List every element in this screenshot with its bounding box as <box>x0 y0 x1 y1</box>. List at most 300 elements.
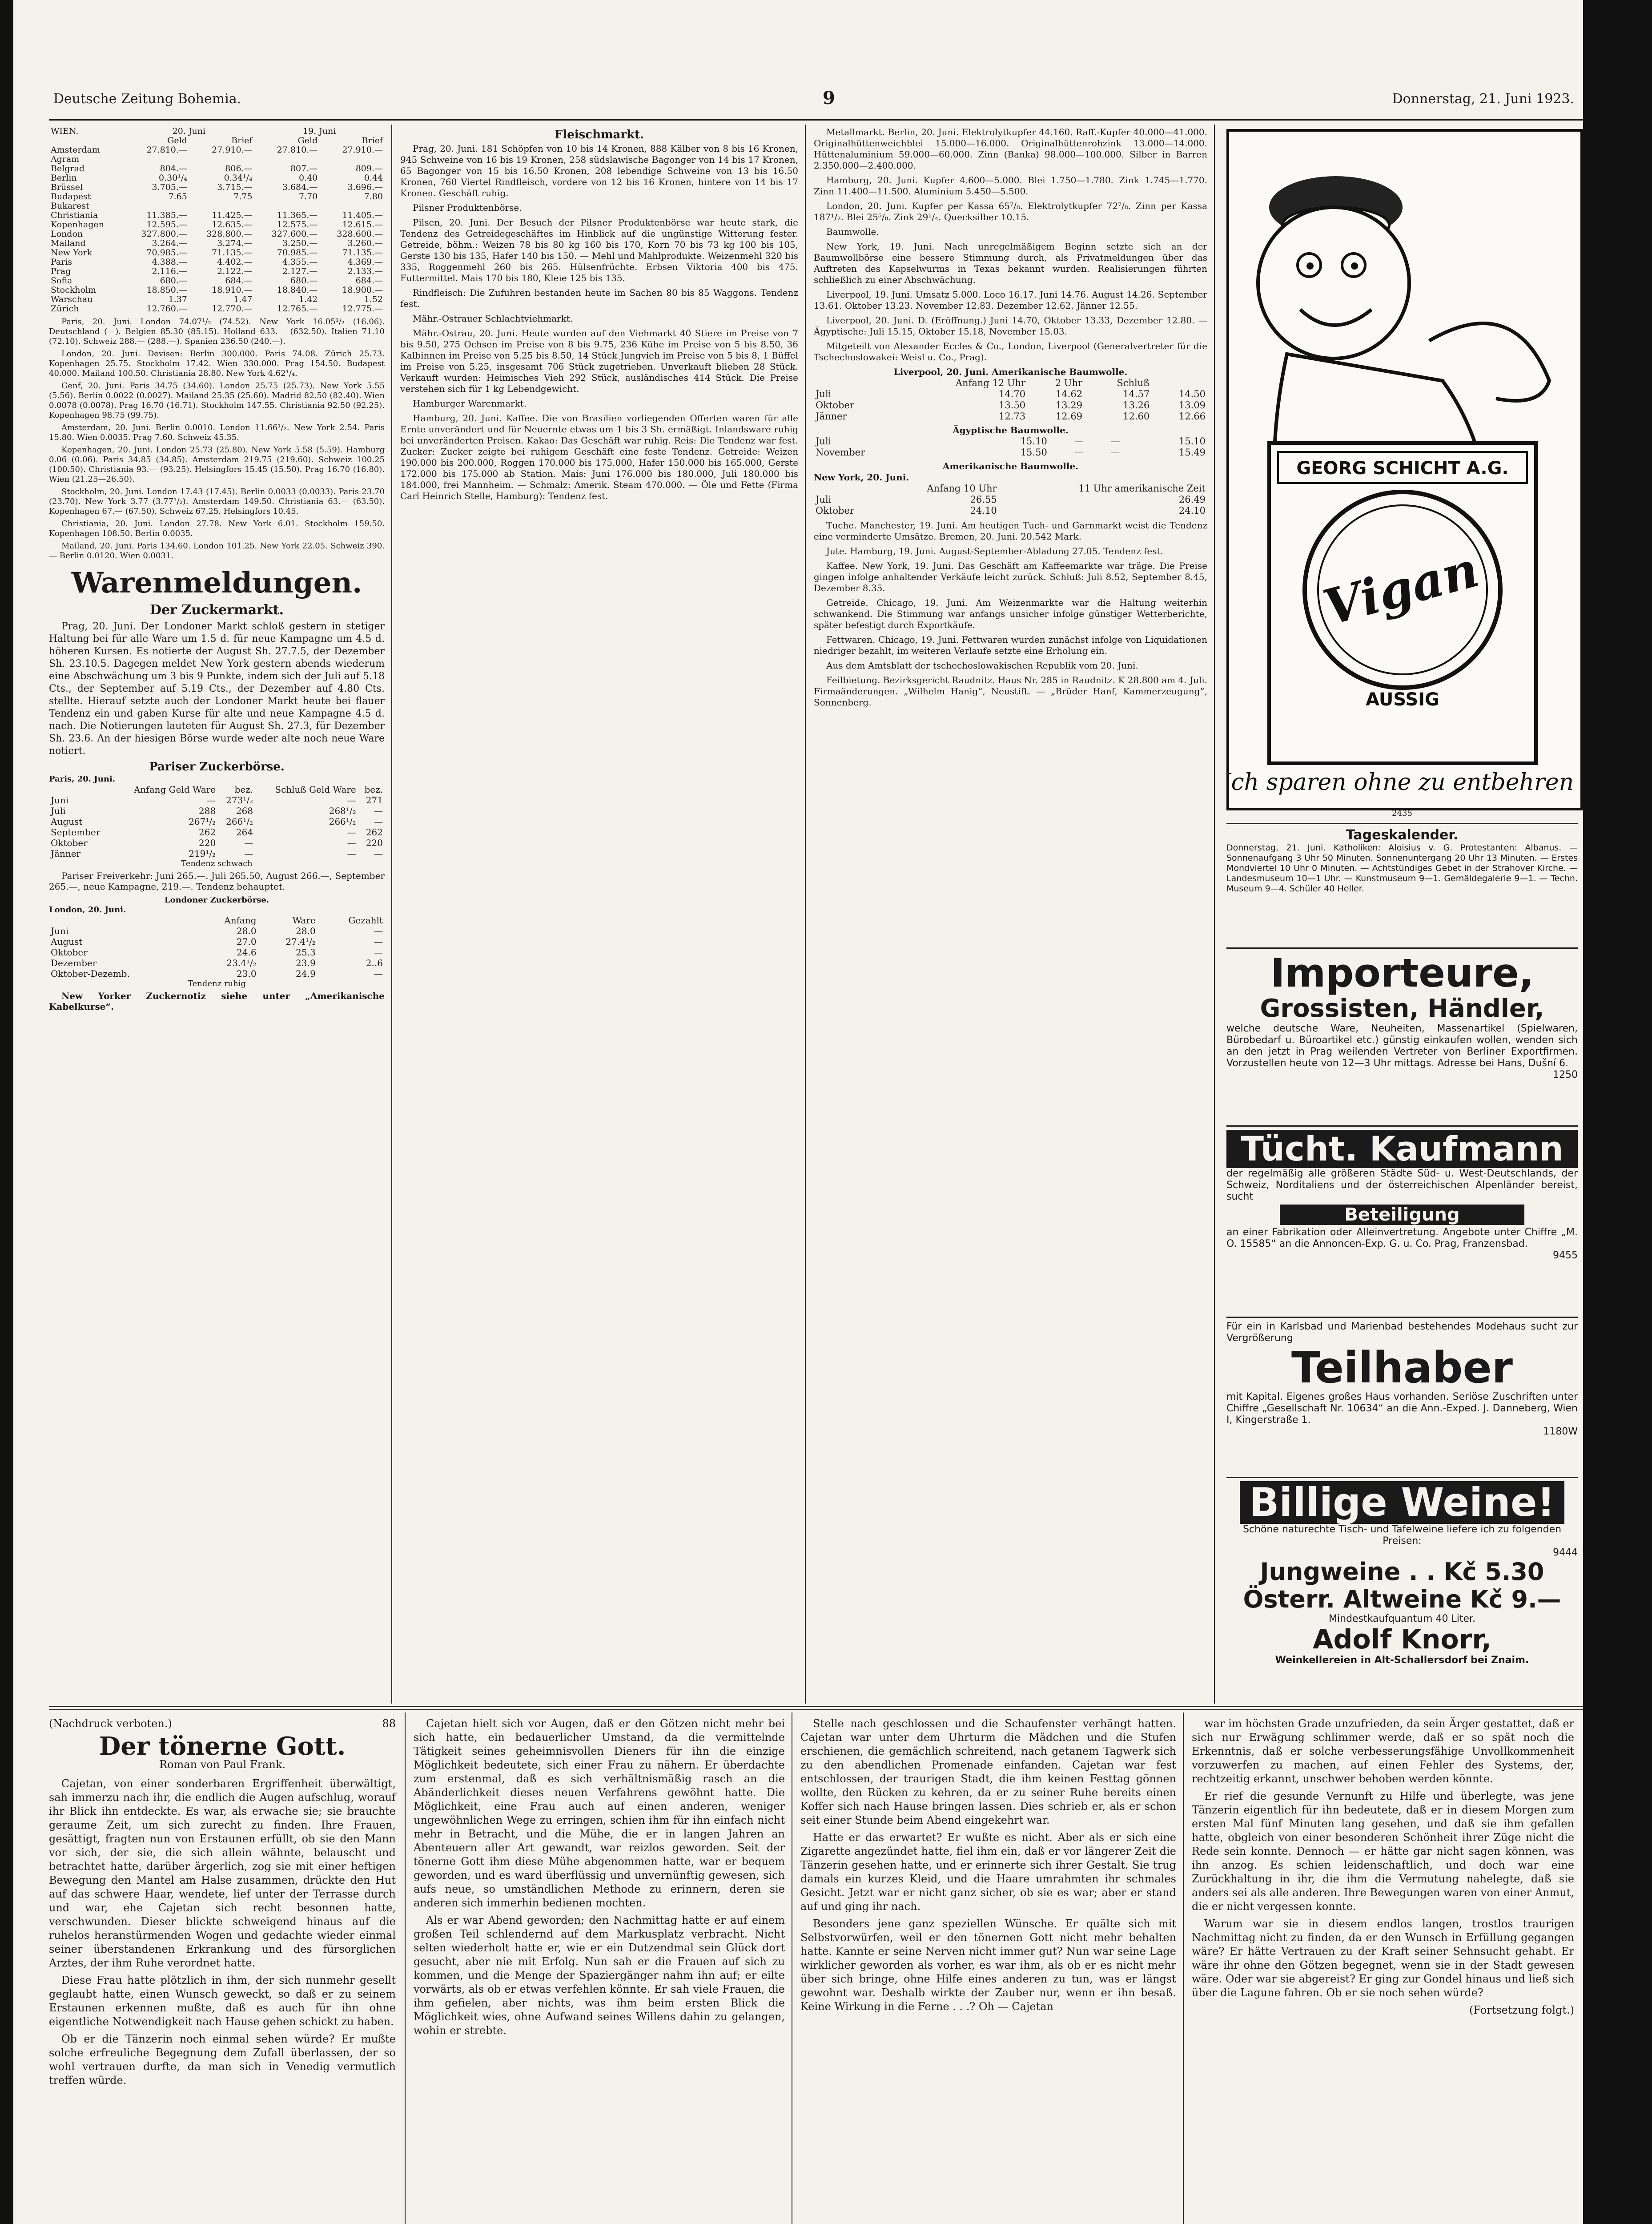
table-row <box>814 494 1207 505</box>
rate-cell: 70.985.— <box>146 248 187 258</box>
rate-cell: 2.133.— <box>347 266 383 276</box>
egypt-cotton-table <box>814 436 1207 458</box>
rate-cell <box>254 155 320 164</box>
table-row <box>49 848 385 859</box>
merchant-ad <box>1226 1130 1578 1261</box>
table-cell: 26.49 <box>1178 494 1206 505</box>
novel-paragraph: war im höchsten Grade unzufrieden, da sein Ärger gestattet, daß er sich nur Erwägung schlimmer werde, daß er so spät noch die Erkenntnis, daß er solche verbesserungsfähige Unvollkommenheit vorzuwerfen zu machen, auf einen Fehler des Systems, der, rechtzeitig erkannt, unschwer behoben werden könnte. <box>1192 1717 1574 1785</box>
table-cell: Oktober <box>51 838 88 848</box>
bourse-report: Genf, 20. Juni. Paris 34.75 (34.60). London 25.75 (25.73). New York 5.55 (5.56). Berlin 0.0022 (0.0027). Mailand 25.35 (25.60). Madrid 82.50 (82.40). Wien 0.0078 (0.0078). Prag 16.70 (16.71). Stockholm 147.55. Christiania 92.50 (92.25). Kopenhagen 98.75 (99.75). <box>49 381 385 420</box>
table-cell: Juli <box>816 389 832 399</box>
rate-cell: 27.810.— <box>146 145 187 155</box>
rate-row <box>49 220 385 230</box>
masthead-rule <box>49 119 1583 121</box>
ad-rule <box>1226 1125 1578 1127</box>
table-cell: 13.50 <box>999 400 1026 411</box>
rate-cell: Amsterdam <box>51 145 100 155</box>
table-header <box>49 784 113 795</box>
rates-brief-header: Brief <box>362 136 383 145</box>
rate-cell: 809.— <box>355 164 383 173</box>
rate-cell: 12.765.— <box>277 304 318 314</box>
rate-cell: 11.425.— <box>212 210 253 220</box>
table-cell: — <box>207 795 216 806</box>
table-row <box>49 958 385 968</box>
rate-row <box>49 183 385 192</box>
london-sugar-table <box>49 915 385 979</box>
paris-tendency: Tendenz schwach <box>181 859 253 868</box>
novel-title: Der tönerne Gott. <box>99 1732 346 1761</box>
table-cell: 262 <box>366 827 383 838</box>
rate-cell: 18.850.— <box>146 285 187 295</box>
table-cell: 266¹/₂ <box>226 816 253 827</box>
table-row <box>49 827 385 838</box>
report-paragraph: Liverpool, 19. Juni. Umsatz 5.000. Loco 16.17. Juni 14.76. August 14.26. September 13.61. Oktober 13.23. November 12.83. Dezember 12.62. Jänner 12.55. <box>814 289 1207 311</box>
table-header <box>49 915 195 926</box>
rates-city: WIEN. <box>51 126 79 136</box>
feuilleton-rule <box>49 1706 1583 1707</box>
egypt-cotton-title: Ägyptische Baumwolle. <box>953 425 1069 435</box>
column-2-reports <box>400 143 798 502</box>
rate-cell: 7.70 <box>298 192 318 201</box>
wine-code: 9444 <box>1553 1547 1578 1558</box>
rate-row <box>49 304 385 314</box>
paris-sugar-date: Paris, 20. Juni. <box>49 774 116 784</box>
new-york-sugar-note: New Yorker Zuckernotiz siehe unter „Amerikanische Kabelkurse“. <box>49 991 385 1012</box>
rate-row <box>49 286 385 295</box>
importers-text: welche deutsche Ware, Neuheiten, Massenartikel (Spielwaren, Bürobedarf u. Büroartikel etc.) günstig einkaufen wollen, wenden sich an den jetzt in Prag weilenden Vertreter von Berliner Exportfirmen. Vorzustellen heute von 12—3 Uhr mittags. Adresse bei Hans, Dušní 6. <box>1226 1023 1578 1069</box>
table-header: Ware <box>292 915 316 926</box>
report-paragraph: Mähr.-Ostrauer Schlachtviehmarkt. <box>413 313 573 324</box>
wine-address: Weinkellereien in Alt-Schallersdorf bei Znaim. <box>1275 1655 1529 1666</box>
novel-paragraph: Ob er die Tänzerin noch einmal sehen würde? Er mußte solche erfreuliche Begegnung dem Zufall überlassen, der so wohl vertrauen durfte, da man sich in Venedig vermutlich treffen würde. <box>49 2033 396 2087</box>
table-cell: 266¹/₂ <box>329 816 356 827</box>
bourse-report: Amsterdam, 20. Juni. Berlin 0.0010. London 11.66¹/₂. New York 2.54. Paris 15.80. Wien 0.0035. Prag 7.60. Schweiz 45.35. <box>49 423 385 442</box>
table-cell: 24.10 <box>970 505 997 516</box>
rate-row <box>49 145 385 155</box>
novel-column-4 <box>1192 1717 1574 2017</box>
column-1 <box>49 127 385 1014</box>
ad-product: Vigan <box>1318 540 1484 637</box>
table-row <box>49 936 385 947</box>
sugar-market-heading: Der Zuckermarkt. <box>149 602 284 618</box>
partner-text: mit Kapital. Eigenes großes Haus vorhanden. Seriöse Zuschriften unter Chiffre „Gesellschaft Nr. 10634“ an die Ann.-Exped. J. Danneberg, Wien I, Kingerstraße 1. <box>1226 1391 1578 1426</box>
rate-row <box>49 192 385 201</box>
table-cell: 264 <box>236 827 253 838</box>
wine-title: Billige Weine! <box>1240 1481 1564 1524</box>
table-row <box>49 947 385 958</box>
wine-price-young: Jungweine . . Kč 5.30 <box>1260 1558 1544 1586</box>
table-cell: 15.50 <box>1020 447 1047 458</box>
table-cell: September <box>51 827 100 838</box>
rate-cell: 4.388.— <box>152 257 187 267</box>
novel-paragraph: Als er war Abend geworden; den Nachmittag hatte er auf einem großen Teil schlendernd auf dem Markusplatz verbracht. Nicht selten wiederholt hatte er, wie er ein Dutzendmal sein Glück dort gesucht, aber nie mit Erfolg. Nun sah er die Frauen auf sich zu kommen, und die Menge der Spaziergänger nahm ihn auf; er eilte vorwärts, als ob er etwas verfehlen könnte. Er sah viele Frauen, die ihm gefielen, aber nichts, was ihm beim ersten Blick die Möglichkeit wies, ohne Aufwand seines Willens dahin zu gelangen, wohin er strebte. <box>414 1914 785 2037</box>
rate-cell: Berlin <box>51 173 77 183</box>
report-paragraph: Fettwaren. Chicago, 19. Juni. Fettwaren wurden zunächst infolge von Liquidationen niedriger bezahlt, im weiteren Verlaufe setzte eine Erholung ein. <box>814 634 1207 656</box>
table-cell: — <box>1110 447 1120 458</box>
rate-cell: 3.715.— <box>217 182 253 192</box>
report-paragraph: Hamburger Warenmarkt. <box>413 398 527 409</box>
rates-date-2: 19. Juni <box>303 126 336 136</box>
rate-cell: London <box>51 229 83 239</box>
table-cell: — <box>1110 436 1120 447</box>
calendar-title: Tageskalender. <box>1346 827 1459 843</box>
rate-cell: 3.274.— <box>217 238 253 248</box>
table-row <box>49 795 385 806</box>
rate-cell: Warschau <box>51 294 93 304</box>
table-cell: 14.62 <box>1055 389 1083 399</box>
london-sugar-title: Londoner Zuckerbörse. <box>164 895 269 905</box>
rate-cell: 3.264.— <box>152 238 187 248</box>
table-cell: 14.70 <box>999 389 1026 399</box>
rate-cell: 7.75 <box>233 192 253 201</box>
table-cell: Jänner <box>51 848 81 859</box>
table-cell: Jänner <box>816 411 847 422</box>
novel-text <box>800 1717 1176 2014</box>
table-cell: — <box>374 947 383 958</box>
report-paragraph: Mähr.-Ostrau, 20. Juni. Heute wurden auf den Viehmarkt 40 Stiere im Preise von 7 bis 9.50, 275 Ochsen im Preise von 8 bis 9.75, 236 Kühe im Preise von 5 bis 8.50, 36 Kalbinnen im Preise von 5.25 bis 8.50, 14 Stück Jungvieh im Preise von 5 bis 8, 1 Büffel im Preise von 5.25, insgesamt 706 Stück zugetrieben. Unverkauft blieben 28 Stück. Verkauft wurden: Heimisches Vieh 292 Stück, ausländisches 414 Stück. Die Preise verstehen sich für 1 kg Lebendgewicht. <box>400 328 798 394</box>
column-3-tail <box>814 520 1207 708</box>
table-cell: 15.10 <box>1178 436 1206 447</box>
report-paragraph: New York, 19. Juni. Nach unregelmäßigem Beginn setzte sich an der Baumwollbörse eine bessere Stimmung durch, als Privatmeldungen über das Auftreten des Kapselwurms in Texas bekannt wurden. Realisierungen führten schließlich zu einer Abschwächung. <box>814 241 1207 285</box>
novel-paragraph: Hatte er das erwartet? Er wußte es nicht. Aber als er sich eine Zigarette angezündet hatte, fiel ihm ein, daß er vor längerer Zeit die Tänzerin gesehen hatte, und er erinnerte sich ihrer Gestalt. Sie trug damals ein kurzes Kleid, und die Haare umrahmten ihr schmales Gesicht. Jetzt war er nicht ganz sicher, ob sie es war; aber er stand auf und ging ihr nach. <box>800 1831 1176 1913</box>
merchant-title: Tücht. Kaufmann <box>1226 1130 1578 1168</box>
rate-cell: 3.684.— <box>282 182 318 192</box>
rate-cell: 4.369.— <box>347 257 383 267</box>
advertisement-illustration <box>1229 132 1575 802</box>
rate-cell: 3.696.— <box>347 182 383 192</box>
rate-cell <box>189 155 254 164</box>
table-cell: November <box>816 447 865 458</box>
rate-cell: 0.30¹/₄ <box>158 173 187 183</box>
table-cell: 2..6 <box>366 958 383 968</box>
wine-minimum: Mindestkaufquantum 40 Liter. <box>1328 1613 1475 1624</box>
rate-cell <box>319 155 385 164</box>
novel-paragraph: Er rief die gesunde Vernunft zu Hilfe und überlegte, was jene Tänzerin eigentlich für ihn bedeutete, daß er in diesem Morgen zum ersten Mal fünf Minuten lang gesehen, und daß sie ihm gefallen hatte, obgleich von einer besonderen Schönheit ihrer Züge nicht die Rede sein konnte. Dennoch — er hätte gar nicht sagen können, was ihn anzog. Es schien leidenschaftlich, und doch war eine Zurückhaltung in ihr, die ihm die Vermutung nahelegte, daß sie anders sei als alle anderen. Ihre Bewegungen waren von einer Anmut, die er nicht vergessen konnte. <box>1192 1790 1574 1913</box>
ad-rule <box>1226 1477 1578 1478</box>
table-cell: 27.0 <box>237 936 257 947</box>
table-cell: 28.0 <box>296 926 316 936</box>
table-cell: 15.49 <box>1178 447 1206 458</box>
rate-cell: Bukarest <box>51 201 89 211</box>
rate-cell: 3.260.— <box>347 238 383 248</box>
report-paragraph: Jute. Hamburg, 19. Juni. August-September-Abladung 27.05. Tendenz fest. <box>826 546 1163 556</box>
column-rule <box>1183 1712 1184 2224</box>
rate-cell: 806.— <box>225 164 253 173</box>
table-cell: Juni <box>51 926 69 936</box>
rate-cell: 3.250.— <box>282 238 318 248</box>
table-header: bez. <box>364 784 383 795</box>
table-header: Anfang 12 Uhr <box>955 378 1026 388</box>
column-rule <box>405 1712 406 2224</box>
rate-cell: 27.910.— <box>342 145 383 155</box>
rate-cell: 2.122.— <box>217 266 253 276</box>
column-3 <box>814 127 1207 712</box>
table-cell: 268 <box>236 806 253 816</box>
table-cell: 13.29 <box>1055 400 1083 411</box>
ny-cotton-date: New York, 20. Juni. <box>814 472 909 483</box>
masthead-date: Donnerstag, 21. Juni 1923. <box>1392 91 1574 107</box>
ny-cotton-table <box>814 483 1207 516</box>
merchant-code: 9455 <box>1553 1250 1578 1261</box>
ad-brand: GEORG SCHICHT A.G. <box>1296 458 1509 479</box>
rate-cell: 328.800.— <box>206 229 253 239</box>
rate-cell: 807.— <box>290 164 318 173</box>
report-paragraph: Rindfleisch: Die Zufuhren bestanden heute im Sachen 80 bis 85 Waggons. Tendenz fest. <box>400 287 798 309</box>
bourse-report: Stockholm, 20. Juni. London 17.43 (17.45). Berlin 0.0033 (0.0033). Paris 23.70 (23.70). New York 3.77 (3.77¹/₂). Amsterdam 149.50. Christiania 63.— (63.50). Kopenhagen 67.— (67.50). Schweiz 67.25. Helsingfors 10.45. <box>49 487 385 516</box>
rate-row <box>49 267 385 276</box>
rate-cell: 1.37 <box>168 294 187 304</box>
merchant-text-2: an einer Fabrikation oder Alleinvertretung. Angebote unter Chiffre „M. O. 15585“ an die Annoncen-Exp. G. u. Co. Prag, Franzensbad. <box>1226 1227 1578 1249</box>
rate-row <box>49 155 385 164</box>
table-cell: 268¹/₂ <box>329 806 356 816</box>
rate-cell: Kopenhagen <box>51 220 104 230</box>
paris-sugar-title: Pariser Zuckerbörse. <box>149 760 285 774</box>
rate-cell: Stockholm <box>51 285 96 295</box>
table-cell: 24.6 <box>237 947 257 958</box>
ad-rule <box>1226 1317 1578 1318</box>
table-cell: 12.73 <box>999 411 1026 422</box>
section-heading-goods: Warenmeldungen. <box>71 566 362 600</box>
rate-cell: 11.365.— <box>277 210 318 220</box>
report-paragraph: London, 20. Juni. Kupfer per Kassa 65⁷/₈. Elektrolytkupfer 72⁷/₈. Zinn per Kassa 187¹/₂. Blei 25⁵/₈. Zink 29¹/₄. Quecksilber 10.15. <box>814 201 1207 222</box>
table-header: Schluß <box>1117 378 1150 388</box>
novel-column-3 <box>800 1717 1176 2017</box>
continued-note: (Fortsetzung folgt.) <box>1469 2004 1574 2016</box>
rates-geld-header: Geld <box>167 136 187 145</box>
rate-cell: 70.985.— <box>277 248 318 258</box>
table-header: Anfang <box>224 915 257 926</box>
table-cell: — <box>374 806 383 816</box>
scan-left-edge <box>0 0 13 2224</box>
table-cell: 24.9 <box>296 968 316 979</box>
table-cell: 28.0 <box>237 926 257 936</box>
novel-column-2 <box>414 1717 785 2041</box>
rate-row <box>49 248 385 258</box>
table-cell: — <box>1074 436 1084 447</box>
importers-code: 1250 <box>1553 1069 1578 1080</box>
importers-title: Importeure, <box>1270 950 1534 996</box>
ad-code: 2435 <box>1392 809 1412 818</box>
novel-paragraph: Cajetan hielt sich vor Augen, daß er den Götzen nicht mehr bei sich hatte, ein bedauerlicher Umstand, da die vermittelnde Tätigkeit seines geheimnisvollen Dieners für ihn die einzige Möglichkeit bedeutete, sich einer Frau zu nähern. Er überdachte zum erstenmal, daß es sich verhältnismäßig rasch an die Abänderlichkeit dieses neuen Verfahrens gewöhnt hatte. Die Möglichkeit, eine Frau auch auf einen anderen, weniger ungewöhnlichen Wege zu erringen, schien ihm für ihn einfach nicht mehr in Betracht, und die Mühe, die er in langen Jahren an Abenteuern aller Art gewandt, war reizlos geworden. Seit der tönerne Gott ihm diese Mühe abgenommen hatte, war er bequem geworden, und es ward überflüssig und unvernünftig gewesen, sich aufs neue, so umständlichen Methode zu erinnern, deren sie anderen sich immerhin bedienen mochten. <box>414 1717 785 1909</box>
ad-rule <box>1226 947 1578 949</box>
bourse-report: Christiania, 20. Juni. London 27.78. New York 6.01. Stockholm 159.50. Kopenhagen 108.50. Berlin 0.0035. <box>49 519 385 538</box>
report-paragraph: Pilsen, 20. Juni. Der Besuch der Pilsner Produktenbörse war heute stark, die Tendenz des Getreidegeschäftes im Hinblick auf die ungünstige Witterung fester. Getreide, böhm.: Weizen 78 bis 80 kg 160 bis 170, Korn 70 bis 73 kg 100 bis 105, Gerste 130 bis 135, Hafer 140 bis 150. — Mehl und Mahlprodukte. Weizenmehl 320 bis 335, Roggenmehl 260 bis 265. Hülsenfrüchte. Erbsen Viktoria 400 bis 475. Futtermittel. Mais 170 bis 180, Kleie 125 bis 135. <box>400 217 798 283</box>
rates-geld-header: Geld <box>297 136 318 145</box>
rate-cell: 0.34¹/₄ <box>224 173 253 183</box>
table-cell: 14.57 <box>1123 389 1150 399</box>
wine-ad <box>1226 1481 1578 1666</box>
rate-cell: 7.80 <box>364 192 383 201</box>
merchant-subtitle: Beteiligung <box>1280 1205 1524 1225</box>
ad-city: AUSSIG <box>1366 689 1439 710</box>
exchange-rates-table <box>49 127 385 314</box>
table-header <box>814 483 881 494</box>
bourse-report: Mailand, 20. Juni. Paris 134.60. London 101.25. New York 22.05. Schweiz 390.— Berlin 0.0120. Wien 0.0031. <box>49 541 385 560</box>
table-cell: 24.10 <box>1178 505 1206 516</box>
rate-cell: 12.635.— <box>212 220 253 230</box>
rate-cell: 684.— <box>225 276 253 286</box>
rate-cell: Zürich <box>51 304 79 314</box>
masthead-title: Deutsche Zeitung Bohemia. <box>53 91 241 107</box>
table-row <box>814 447 1207 458</box>
table-row <box>49 926 385 936</box>
table-cell: 26.55 <box>970 494 997 505</box>
wine-price-old: Österr. Altweine Kč 9.— <box>1243 1585 1561 1613</box>
rate-cell: Paris <box>51 257 72 267</box>
table-cell: — <box>347 827 356 838</box>
installment-number: 88 <box>382 1717 396 1730</box>
novel-paragraph: Stelle nach geschlossen und die Schaufenster verhängt hatten. Cajetan war unter dem Uhrturm die Mädchen und die Stufen erschienen, die gemächlich schreitend, nach getanem Tagwerk sich zu den abendlichen Promenade einfanden. Cajetan war fest entschlossen, der traurigen Stadt, die ihm keinen Festtag gönnen wollte, den Rücken zu kehren, da er zu seiner Ruhe bereits einen Koffer sich nach Hause bringen lassen. Dies schrieb er, als er schon seit einer Stunde beim Abend eingekehrt war. <box>800 1717 1176 1826</box>
rate-cell: 71.135.— <box>212 248 253 258</box>
novel-text <box>49 1777 396 2087</box>
rate-row <box>49 173 385 183</box>
rate-cell: Sofia <box>51 276 72 286</box>
table-cell: 12.60 <box>1123 411 1150 422</box>
rate-cell <box>189 201 254 211</box>
rate-cell: 12.775.— <box>342 304 383 314</box>
rate-row <box>49 276 385 286</box>
rate-cell: 12.770.— <box>212 304 253 314</box>
rate-cell: 1.47 <box>233 294 253 304</box>
table-cell: Juli <box>816 494 832 505</box>
table-cell: — <box>1074 447 1084 458</box>
rate-cell: 2.127.— <box>282 266 318 276</box>
table-cell: — <box>347 838 356 848</box>
rate-row <box>49 258 385 267</box>
table-header: Schluß Geld Ware <box>275 784 356 795</box>
wine-text: Schöne naturechte Tisch- und Tafelweine liefere ich zu folgenden Preisen: <box>1242 1524 1562 1547</box>
report-paragraph: Hamburg, 20. Juni. Kupfer 4.600—5.000. Blei 1.750—1.780. Zink 1.745—1.770. Zinn 11.400—11.500. Aluminium 5.450—5.500. <box>814 175 1207 197</box>
table-cell: — <box>347 848 356 859</box>
table-header: 11 Uhr amerikanische Zeit <box>1078 483 1206 494</box>
rate-cell: Prag <box>51 266 71 276</box>
partner-ad <box>1226 1321 1578 1437</box>
rate-cell: 3.705.— <box>152 182 187 192</box>
table-cell: — <box>374 926 383 936</box>
rate-cell: Belgrad <box>51 164 85 173</box>
novel-paragraph: Diese Frau hatte plötzlich in ihm, der sich nunmehr gesellt geglaubt hatte, einen Wunsch geweckt, so daß er zu seinem Erstaunen erkennen mußte, daß es auch für ihn ohne eigentliche Notwendigkeit nach Hause gehen schickt zu haben. <box>49 1974 396 2028</box>
table-cell: 27.4¹/₂ <box>285 936 316 947</box>
rate-cell: 684.— <box>355 276 383 286</box>
table-header: Anfang 10 Uhr <box>927 483 997 494</box>
table-row <box>814 389 1207 400</box>
rate-cell: 12.760.— <box>146 304 187 314</box>
column-rule <box>805 125 806 1704</box>
table-cell: 220 <box>366 838 383 848</box>
london-tendency: Tendenz ruhig <box>188 979 246 988</box>
table-cell: 15.10 <box>1020 436 1047 447</box>
feuilleton-rule <box>49 1709 1583 1710</box>
table-cell: 23.4¹/₂ <box>226 958 257 968</box>
rate-cell: 327.800.— <box>141 229 187 239</box>
rate-cell: 680.— <box>160 276 187 286</box>
rate-cell <box>124 201 189 211</box>
novel-column-1 <box>49 1717 396 2091</box>
table-cell: — <box>244 838 253 848</box>
importers-ad <box>1226 952 1578 1080</box>
report-paragraph: Metallmarkt. Berlin, 20. Juni. Elektrolytkupfer 44.160. Raff.-Kupfer 40.000—41.000. Originalhüttenweichblei 15.000—16.000. Originalhüttenrohzink 13.000—14.000. Hüttenaluminium 59.000—60.000. Zinn (Banka) 98.000—100.000. Silber in Barren 2.350.000—2.400.000. <box>814 127 1207 171</box>
report-paragraph: Tuche. Manchester, 19. Juni. Am heutigen Tuch- und Garnmarkt weist die Tendenz eine verminderte Umsätze. Bremen, 20. Juni. 20.542 Mark. <box>814 520 1207 542</box>
rate-cell: 1.52 <box>364 294 383 304</box>
table-row <box>814 505 1207 516</box>
rate-cell: 18.840.— <box>277 285 318 295</box>
table-row <box>814 400 1207 411</box>
rate-row <box>49 295 385 304</box>
rate-cell: 12.595.— <box>146 220 187 230</box>
ad-slogan: Ich sparen ohne zu entbehren! <box>1229 769 1575 796</box>
rate-cell: 0.44 <box>364 173 383 183</box>
merchant-text: der regelmäßig alle größeren Städte Süd- u. West-Deutschlands, der Schweiz, Norditaliens und der österreichischen Alpenländer bereist, sucht <box>1226 1168 1578 1202</box>
table-cell: 25.3 <box>296 947 316 958</box>
table-cell: 262 <box>199 827 216 838</box>
table-cell: 267¹/₂ <box>189 816 216 827</box>
report-paragraph: Prag, 20. Juni. 181 Schöpfen von 10 bis 14 Kronen, 888 Kälber von 8 bis 16 Kronen, 945 Schweine von 16 bis 19 Kronen, 258 südslawische Bagonger von 14 bis 17 Kronen, 65 Bagonger von 15 bis 16.50 Kronen, 208 lebendige Schweine von 13 bis 16.50 Kronen, 760 Viertel Rindfleisch, vordere von 12 bis 16 Kronen, hintere von 14 bis 17 Kronen. Geschäft ruhig. <box>400 143 798 198</box>
novel-text <box>414 1717 785 2038</box>
rates-brief-header: Brief <box>231 136 253 145</box>
paris-free-market: Pariser Freiverkehr: Juni 265.—. Juli 265.50, August 266.—, September 265.—, neue Kampagne, 219.—. Tendenz behauptet. <box>49 870 385 892</box>
calendar-text: Donnerstag, 21. Juni. Katholiken: Aloisius v. G. Protestanten: Albanus. — Sonnenaufgang 3 Uhr 50 Minuten. Sonnenuntergang 20 Uhr 13 Minuten. — Erstes Mondviertel 10 Uhr 0 Minuten. — Achtstündiges Gebet in der Strahover Kirche. — Landesmuseum 10—1 Uhr. — Kunstmuseum 9—1. Gemäldegalerie 9—1. — Techn. Museum 9—4. Schüler 40 Heller. <box>1226 843 1578 894</box>
rate-cell: 2.116.— <box>152 266 187 276</box>
rate-cell: 328.600.— <box>337 229 383 239</box>
rate-row <box>49 164 385 173</box>
table-cell: Dezember <box>51 958 97 968</box>
report-paragraph: Baumwolle. <box>826 226 879 237</box>
table-cell: — <box>244 848 253 859</box>
rate-cell: 680.— <box>290 276 318 286</box>
rate-cell: Budapest <box>51 192 91 201</box>
bourse-report: London, 20. Juni. Devisen: Berlin 300.000. Paris 74.08. Zürich 25.73. Kopenhagen 25.75. Stockholm 17.42. Wien 330.000. Prag 154.50. Budapest 40.000. Mailand 100.50. Christiania 28.80. New York 4.62¹/₄. <box>49 349 385 378</box>
table-cell: August <box>51 936 83 947</box>
rate-row <box>49 239 385 248</box>
bourse-report: Kopenhagen, 20. Juni. London 25.73 (25.80). New York 5.58 (5.59). Hamburg 0.06 (0.06). Paris 34.85 (34.85). Amsterdam 219.75 (219.60). Schweiz 100.25 (100.50). Christiania 93.— (93.25). Helsingfors 15.45 (15.50). Prag 16.70 (16.80). Wien (21.25—26.50). <box>49 445 385 484</box>
table-row <box>49 806 385 816</box>
rate-cell: 12.615.— <box>342 220 383 230</box>
table-cell: Juli <box>51 806 66 816</box>
table-cell: — <box>374 848 383 859</box>
rate-cell: Christiania <box>51 210 98 220</box>
report-paragraph: Feilbietung. Bezirksgericht Raudnitz. Haus Nr. 285 in Raudnitz. K 28.800 am 4. Juli. Firmaänderungen. „Wilhelm Hanig“, Neustift. — „Brüder Hanf, Kammerzeugung“, Sonnenberg. <box>814 675 1207 708</box>
rate-cell: 0.40 <box>298 173 318 183</box>
novel-paragraph: Warum war sie in diesem endlos langen, trostlos traurigen Nachmittag nicht zu finden, da er den Wunsch in Erfüllung gegangen wäre? Er hätte Vertrauen zu der Kraft seiner Sehnsucht gehabt. Er wäre ihr ohne den Götzen begegnet, wenn sie in der Stadt gewesen wäre. Oder war sie abgereist? Er ging zur Gondel hinaus und ließ sich über die Lagune fahren. Ob er sie noch sehen würde? <box>1192 1918 1574 1999</box>
report-paragraph: Liverpool, 20. Juni. D. (Eröffnung.) Juni 14.70, Oktober 13.33, Dezember 12.80. — Ägyptische: Juli 15.15, Oktober 15.18, November 15.03. <box>814 315 1207 337</box>
page-number: 9 <box>823 88 835 109</box>
wine-seller: Adolf Knorr, <box>1313 1624 1491 1655</box>
table-cell: Oktober-Dezemb. <box>51 968 130 979</box>
table-header <box>814 378 892 389</box>
rate-cell: New York <box>51 248 92 258</box>
schicht-advertisement <box>1226 129 1583 810</box>
cotton-intro: Mitgeteilt von Alexander Eccles & Co., London, Liverpool (Generalvertreter für die Tschechoslowakei: Weisl u. Co., Prag). <box>814 341 1207 363</box>
rate-row <box>49 201 385 211</box>
table-cell: Oktober <box>816 505 854 516</box>
ad-rule <box>1226 823 1578 824</box>
rate-row <box>49 230 385 239</box>
column-rule <box>1214 125 1215 1704</box>
table-cell: 12.66 <box>1178 411 1206 422</box>
table-cell: — <box>374 936 383 947</box>
rate-cell: Agram <box>51 154 80 164</box>
partner-title: Teilhaber <box>1291 1343 1513 1393</box>
rate-cell: 27.810.— <box>277 145 318 155</box>
novel-author: Roman von Paul Frank. <box>159 1758 285 1771</box>
rate-cell: 27.910.— <box>212 145 253 155</box>
partner-intro: Für ein in Karlsbad und Marienbad bestehendes Modehaus sucht zur Vergrößerung <box>1226 1321 1578 1344</box>
table-cell: 13.09 <box>1178 400 1206 411</box>
rate-cell: 12.575.— <box>277 220 318 230</box>
reprint-notice: (Nachdruck verboten.) <box>49 1717 172 1730</box>
scan-right-edge <box>1583 0 1652 2224</box>
sugar-market-report <box>49 620 385 757</box>
